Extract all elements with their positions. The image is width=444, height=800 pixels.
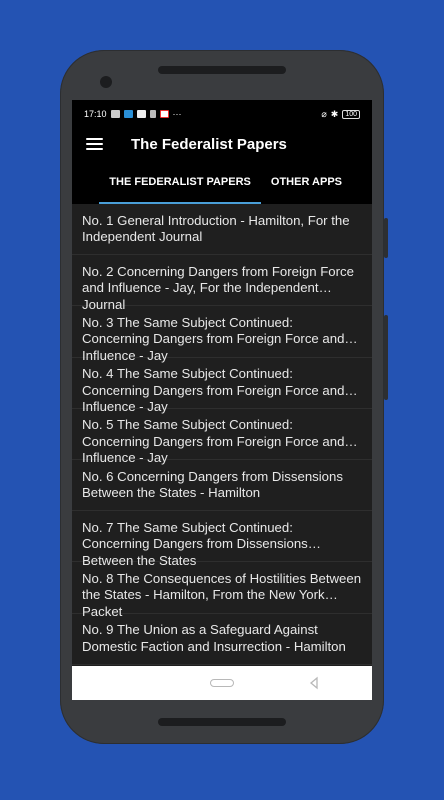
calendar-icon: [160, 110, 169, 118]
download-icon: [137, 110, 146, 118]
list-item-title: No. 5 The Same Subject Continued: Concerning Dangers from Foreign Force and Influence - Jay: [82, 417, 345, 466]
tab-bar: [72, 160, 372, 204]
list-item[interactable]: [72, 358, 372, 415]
status-time: 17:10: [84, 109, 107, 119]
battery-icon: 100: [342, 110, 360, 119]
papers-list: [72, 204, 372, 665]
menu-icon[interactable]: [86, 138, 103, 150]
power-button: [384, 315, 388, 400]
tab-federalist-papers[interactable]: THE FEDERALIST PAPERS: [99, 160, 261, 204]
list-item-title: No. 9 The Union as a Safeguard Against Domestic Faction and Insurrection - Hamilton: [82, 622, 346, 654]
list-item-title: No. 6 Concerning Dangers from Dissensions Between the States - Hamilton: [82, 468, 343, 501]
list-item[interactable]: [72, 255, 372, 312]
list-item[interactable]: [72, 460, 372, 511]
list-item-title: No. 2 Concerning Dangers from Foreign Force and Influence - Jay, For the Independent Journal: [82, 263, 354, 312]
app-bar: [72, 128, 372, 160]
list-item[interactable]: [72, 204, 372, 255]
list-item[interactable]: [72, 511, 372, 568]
more-notifications-icon: ···: [172, 109, 182, 119]
system-nav-bar: [72, 666, 372, 700]
list-item[interactable]: [72, 614, 372, 665]
list-item[interactable]: [72, 409, 372, 466]
list-item-title: No. 8 The Consequences of Hostilities Between the States - Hamilton, From the New York Packet: [82, 570, 362, 619]
earpiece-speaker: [158, 66, 286, 74]
list-item-title: No. 4 The Same Subject Continued: Concerning Dangers from Foreign Force and Influence - Jay: [82, 366, 345, 415]
list-item-title: No. 7 The Same Subject Continued: Concerning Dangers from Dissensions Between the States: [82, 519, 308, 568]
list-item-title: No. 1 General Introduction - Hamilton, For the Independent Journal: [82, 212, 350, 245]
tab-other-apps[interactable]: OTHER APPS: [270, 176, 342, 188]
notification-icon: [111, 110, 120, 118]
status-bar: [72, 100, 372, 128]
bluetooth-icon: ✱: [330, 108, 339, 119]
list-item-title: No. 3 The Same Subject Continued: Concerning Dangers from Foreign Force and Influence - Jay: [82, 314, 345, 363]
bottom-speaker: [158, 718, 286, 726]
volume-button: [384, 218, 388, 258]
app-notification-icon: [124, 110, 133, 118]
list-item[interactable]: [72, 306, 372, 363]
chat-icon: [150, 110, 156, 118]
app-title: The Federalist Papers: [131, 135, 287, 153]
wifi-off-icon: ⌀: [321, 108, 327, 119]
phone-screen: [72, 100, 372, 700]
list-item[interactable]: [72, 562, 372, 619]
back-icon[interactable]: [308, 677, 320, 689]
home-button[interactable]: [210, 679, 234, 687]
front-camera: [100, 76, 112, 88]
